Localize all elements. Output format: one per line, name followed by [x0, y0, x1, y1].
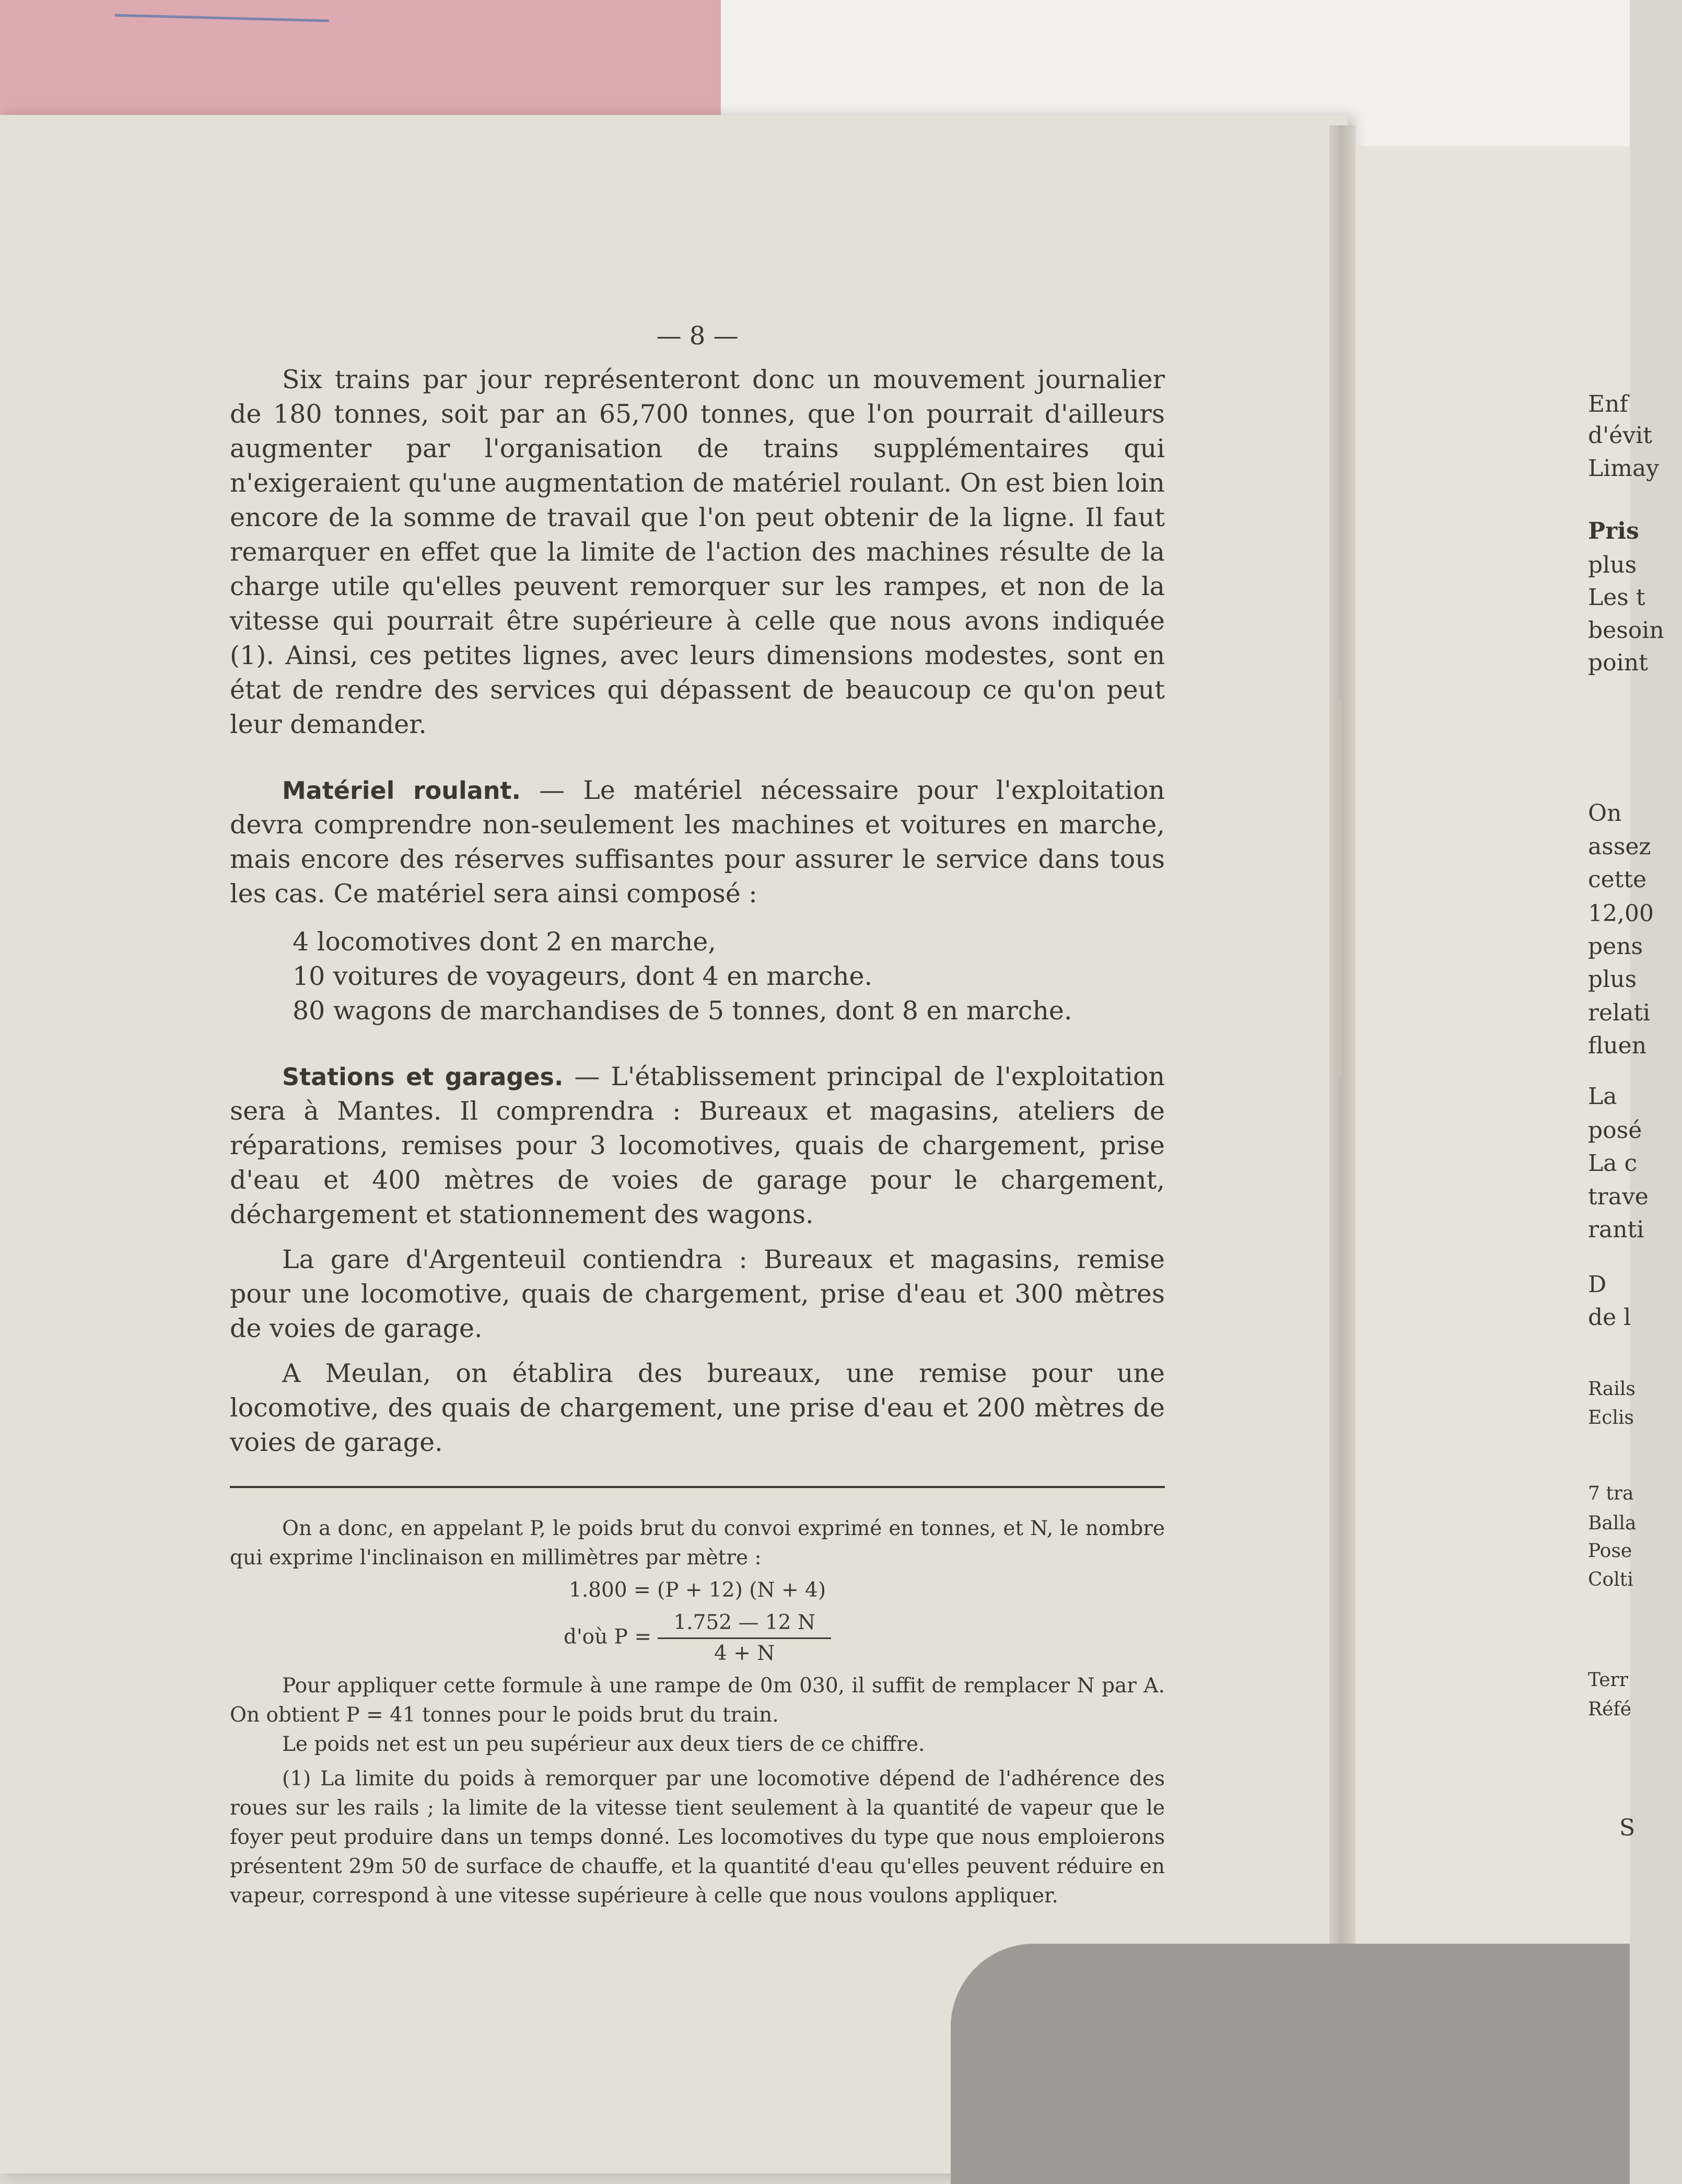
right-fragment: de l [1588, 1304, 1631, 1331]
stations-text: — L'établissement principal de l'exploitation sera à Mantes. Il comprendra : Bureaux et magasins, ateliers de réparations, remises pour 3 locomotives, quais de chargement, prise d'eau et 400 mètres de voies de garage pour le chargement, déchargement et stationnement des wagons. [230, 1062, 1165, 1229]
materiel-text: — Le matériel nécessaire pour l'exploitation devra comprendre non-seulement les machines et voitures en marche, mais encore des réserves suffisantes pour assurer le service dans tous les cas. Ce matériel sera ainsi composé : [230, 775, 1165, 909]
right-fragment: Terr [1588, 1669, 1628, 1691]
right-fragment: relati [1588, 1000, 1651, 1026]
right-fragment: d'évit [1588, 422, 1652, 449]
right-fragment: Rails [1588, 1378, 1636, 1400]
right-fragment: Balla [1588, 1513, 1637, 1534]
right-fragment: Les t [1588, 584, 1645, 611]
fraction-numerator: 1.752 — 12 N [658, 1608, 831, 1639]
formula-fraction [658, 1608, 831, 1668]
formula-2-prefix: d'où P = [564, 1625, 651, 1649]
right-fragment: pens [1588, 933, 1643, 960]
formula-2 [230, 1608, 1165, 1668]
book-gutter [1329, 125, 1356, 2174]
right-fragment: cette [1588, 866, 1647, 893]
right-fragment: Enf [1588, 391, 1628, 417]
list-item: 10 voitures de voyageurs, dont 4 en marche. [293, 961, 873, 991]
pink-paper-background [0, 0, 731, 125]
right-fragment: point [1588, 649, 1648, 676]
heading-stations: Stations et garages. [282, 1063, 564, 1091]
right-page [1342, 146, 1630, 2174]
paragraph-argenteuil: La gare d'Argenteuil contiendra : Bureaux et magasins, remise pour une locomotive, quais de chargement, prise d'eau et 300 mètres de voies de garage. [230, 1245, 1165, 1343]
photographer-shadow [951, 1944, 1630, 2184]
list-item: 80 wagons de marchandises de 5 tonnes, dont 8 en marche. [293, 996, 1072, 1026]
right-fragment: Colti [1588, 1569, 1633, 1590]
right-fragment: fluen [1588, 1032, 1647, 1059]
right-fragment: ranti [1588, 1216, 1644, 1243]
footnote-intro: On a donc, en appelant P, le poids brut du convoi exprimé en tonnes, et N, le nombre qui exprime l'inclinaison en millimètres par mètre : [230, 1517, 1165, 1570]
formula-1: 1.800 = (P + 12) (N + 4) [568, 1578, 826, 1602]
fraction-denominator: 4 + N [714, 1642, 775, 1665]
right-fragment: plus [1588, 552, 1637, 578]
right-fragment: Eclis [1588, 1407, 1634, 1428]
list-item: 4 locomotives dont 2 en marche, [293, 927, 716, 957]
paragraph-meulan: A Meulan, on établira des bureaux, une remise pour une locomotive, des quais de chargement, une prise d'eau et 200 mètres de voies de garage. [230, 1358, 1165, 1457]
footnote-divider [230, 1486, 1165, 1488]
right-fragment: assez [1588, 833, 1651, 860]
right-fragment: Pose [1588, 1540, 1632, 1562]
page-number: — 8 — [656, 321, 739, 351]
right-fragment: plus [1588, 966, 1637, 993]
right-fragment: D [1588, 1271, 1607, 1298]
footnote-1: (1) La limite du poids à remorquer par une locomotive dépend de l'adhérence des roues sur les rails ; la limite de la vitesse tient seulement à la quantité de vapeur que le foyer peut produire dans un temps donné. Les locomotives du type que nous emploierons présentent 29m 50 de surface de chauffe, et la quantité d'eau qu'elles peuvent réduire en vapeur, correspond à une vitesse supérieure à celle que nous voulons appliquer. [230, 1767, 1165, 1908]
footnote-net: Le poids net est un peu supérieur aux deux tiers de ce chiffre. [282, 1733, 925, 1756]
right-fragment: Limay [1588, 455, 1660, 482]
right-fragment: besoin [1588, 617, 1664, 644]
paragraph-materiel [230, 773, 1165, 911]
right-fragment: posé [1588, 1117, 1642, 1144]
materiel-list [293, 925, 1165, 1028]
paragraph-trains: Six trains par jour représenteront donc un mouvement journalier de 180 tonnes, soit par an 65,700 tonnes, que l'on pourrait d'ailleurs augmenter par l'organisation de trains supplémentaires qui n'exigeraient qu'une augmentation de matériel roulant. On est bien loin encore de la somme de travail que l'on peut obtenir de la ligne. Il faut remarquer en effet que la limite de l'action des machines résulte de la charge utile qu'elles peuvent remorquer sur les rampes, et non de la vitesse qui pourrait être supérieure à celle que nous avons indiquée (1). Ainsi, ces petites lignes, avec leurs dimensions modestes, sont en état de rendre des services qui dépassent de beaucoup ce qu'on peut leur demander. [230, 365, 1165, 739]
right-fragment: S [1619, 1815, 1636, 1841]
right-fragment: La c [1588, 1150, 1638, 1177]
right-fragment: trave [1588, 1183, 1649, 1210]
right-fragment: 7 tra [1588, 1483, 1634, 1504]
right-fragment: Pris [1588, 518, 1639, 544]
paper-crease [1337, 700, 1341, 1076]
right-fragment: On [1588, 800, 1622, 827]
page-text [230, 319, 1165, 1911]
footnotes [230, 1514, 1165, 1911]
right-fragment: La [1588, 1083, 1617, 1110]
heading-materiel: Matériel roulant. [282, 776, 521, 805]
footnote-apply: Pour appliquer cette formule à une rampe de 0m 030, il suffit de remplacer N par A. On obtient P = 41 tonnes pour le poids brut du train. [230, 1674, 1165, 1727]
right-fragment: Réfé [1588, 1699, 1632, 1720]
right-fragment: 12,00 [1588, 900, 1654, 927]
paragraph-stations [230, 1060, 1165, 1232]
